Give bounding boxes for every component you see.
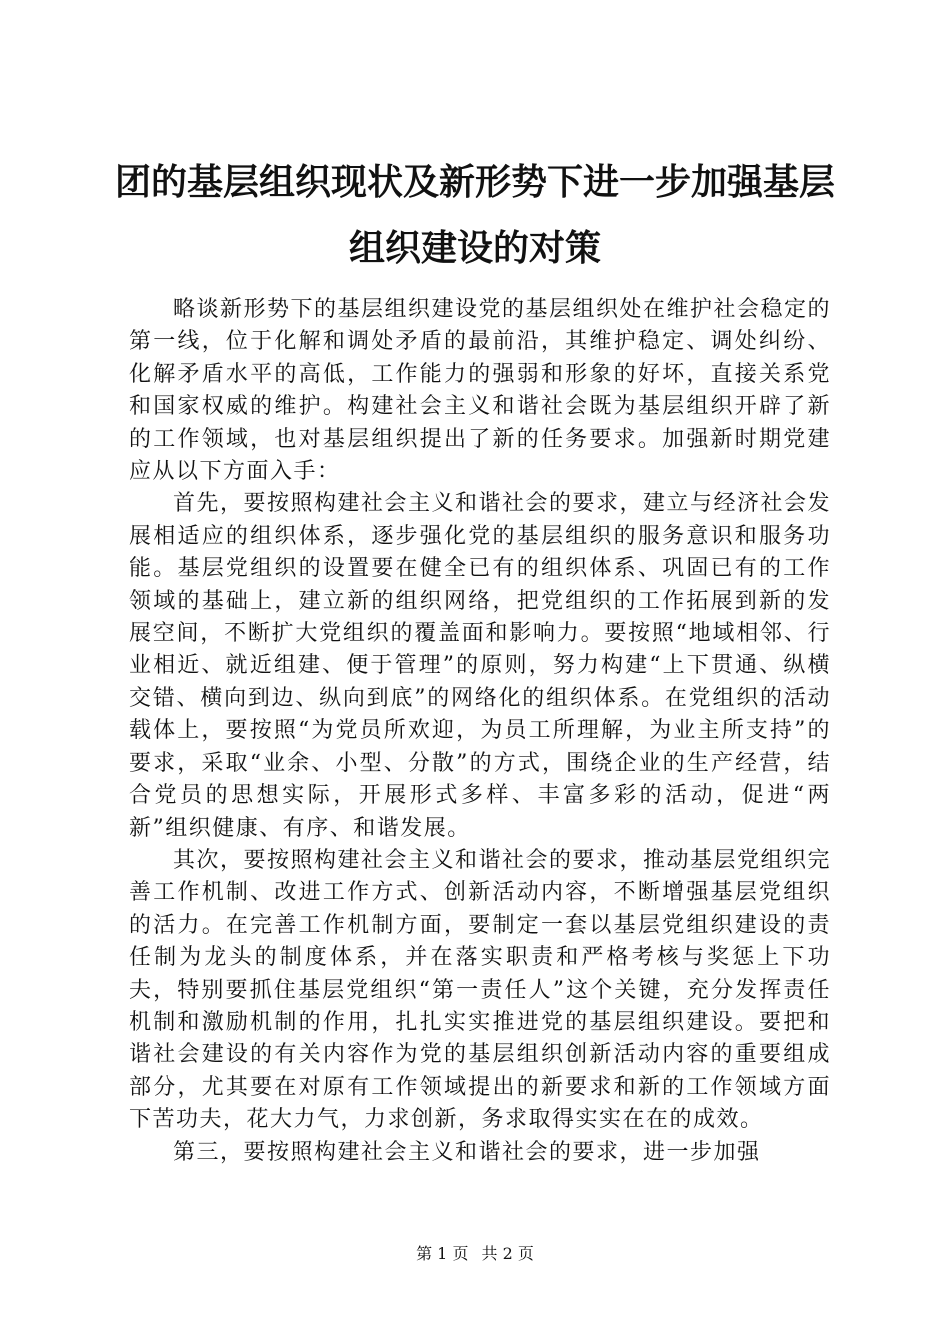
paragraph: 略谈新形势下的基层组织建设党的基层组织处在维护社会稳定的第一线，位于化解和调处矛盾的最前沿，其维护稳定、调处纠纷、化解矛盾水平的高低，工作能力的强弱和形象的好坏，直接关系党和国家权威的维护。构建社会主义和谐社会既为基层组织开辟了新的工作领域，也对基层组织提出了新的任务要求。加强新时期党建应从以下方面入手： <box>129 297 832 485</box>
paragraph: 其次，要按照构建社会主义和谐社会的要求，推动基层党组织完善工作机制、改进工作方式、创新活动内容，不断增强基层党组织的活力。在完善工作机制方面，要制定一套以基层党组织建设的责任制为龙头的制度体系，并在落实职责和严格考核与奖惩上下功夫，特别要抓住基层党组织“第一责任人”这个关键，充分发挥责任机制和激励机制的作用，扎扎实实推进党的基层组织建设。要把和谐社会建设的有关内容作为党的基层组织创新活动内容的重要组成部分，尤其要在对原有工作领域提出的新要求和新的工作领域方面下苦功夫，花大力气，力求创新，务求取得实实在在的成效。 <box>129 847 832 1133</box>
paragraph: 首先，要按照构建社会主义和谐社会的要求，建立与经济社会发展相适应的组织体系，逐步强化党的基层组织的服务意识和服务功能。基层党组织的设置要在健全已有的组织体系、巩固已有的工作领域的基础上，建立新的组织网络，把党组织的工作拓展到新的发展空间，不断扩大党组织的覆盖面和影响力。要按照“地域相邻、行业相近、就近组建、便于管理”的原则，努力构建“上下贯通、纵横交错、横向到边、纵向到底”的网络化的组织体系。在党组织的活动载体上，要按照“为党员所欢迎，为员工所理解，为业主所支持”的要求，采取“业余、小型、分散”的方式，围绕企业的生产经营，结合党员的思想实际，开展形式多样、丰富多彩的活动，促进“两新”组织健康、有序、和谐发展。 <box>129 491 832 841</box>
page-footer <box>0 1244 950 1264</box>
title-line-1: 团的基层组织现状及新形势下进一步加强基层 <box>114 162 835 203</box>
title-line-2: 组织建设的对策 <box>348 228 601 269</box>
page-number: 第 1 页 <box>416 1244 469 1263</box>
document-title <box>110 150 840 282</box>
document-body <box>129 294 831 1169</box>
page-total: 共 2 页 <box>481 1244 534 1263</box>
paragraph: 第三，要按照构建社会主义和谐社会的要求，进一步加强 <box>173 1139 761 1165</box>
